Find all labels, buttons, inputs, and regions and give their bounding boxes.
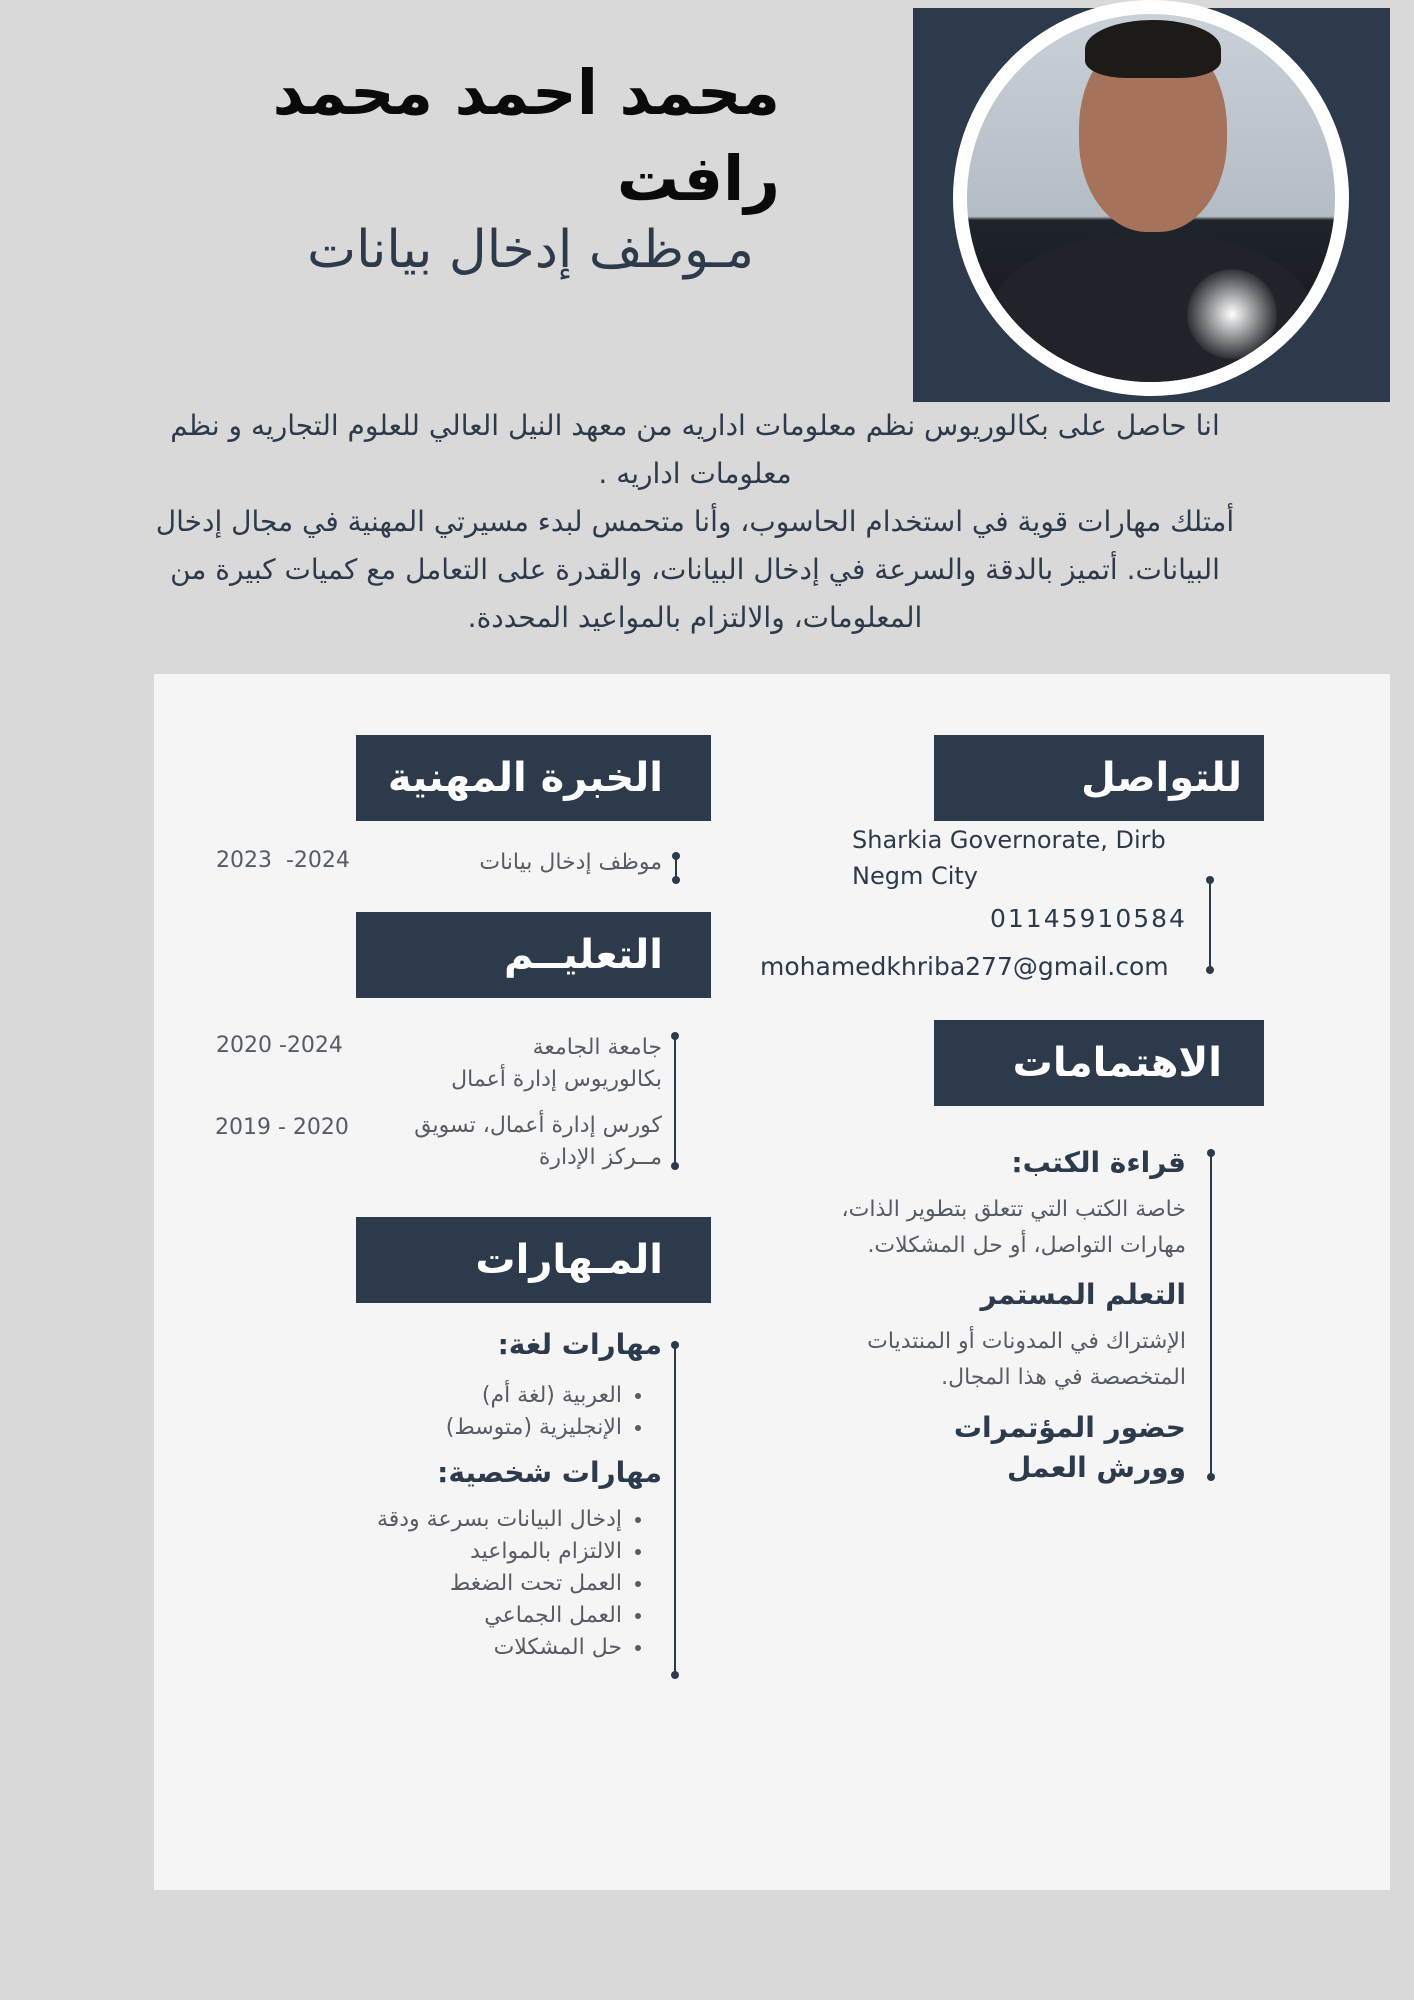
education-dates: 2020 -2024 — [216, 1033, 343, 1058]
list-item: • العمل تحت الضغط — [377, 1568, 622, 1600]
education-line: جامعة الجامعة — [532, 1035, 662, 1060]
experience-role: موظف إدخال بيانات — [479, 850, 662, 875]
summary-line: انا حاصل على بكالوريوس نظم معلومات اداريه من معهد النيل العالي للعلوم التجاريه و نظم — [170, 409, 1220, 442]
list-item: • الإنجليزية (متوسط) — [446, 1412, 622, 1444]
personal-skills-list — [377, 1504, 644, 1664]
timeline-dot — [1207, 1149, 1215, 1157]
list-item: • الالتزام بالمواعيد — [377, 1536, 622, 1568]
skills-timeline — [674, 1345, 676, 1675]
interest-desc-line: خاصة الكتب التي تتعلق بتطوير الذات، — [841, 1197, 1186, 1222]
education-heading: التعليــم — [356, 912, 711, 998]
education-timeline — [674, 1036, 676, 1166]
experience-dates: 2023 -2024 — [216, 848, 350, 873]
name-line-2: رافت — [616, 142, 780, 215]
timeline-dot — [1207, 1473, 1215, 1481]
education-line: بكالوريوس إدارة أعمال — [451, 1067, 662, 1092]
list-item: • العمل الجماعي — [377, 1600, 622, 1632]
name-line-1: محمد احمد محمد — [272, 56, 780, 129]
full-name — [220, 50, 780, 222]
list-item: • العربية (لغة أم) — [446, 1380, 622, 1412]
personal-skills-title: مهارات شخصية: — [437, 1456, 662, 1489]
profile-photo — [967, 14, 1335, 382]
summary — [130, 402, 1260, 642]
education-line: كورس إدارة أعمال، تسويق — [414, 1113, 662, 1138]
education-dates: 2019 - 2020 — [215, 1115, 349, 1140]
skills-heading: المـهارات — [356, 1217, 711, 1303]
summary-line: معلومات اداريه . — [598, 457, 792, 490]
interest-description — [842, 1192, 1186, 1264]
summary-line: أمتلك مهارات قوية في استخدام الحاسوب، وأنا متحمس لبدء مسيرتي المهنية في مجال إدخال — [155, 505, 1235, 538]
timeline-dot — [1206, 876, 1214, 884]
contact-heading: للتواصل — [934, 735, 1264, 821]
experience-heading: الخبرة المهنية — [356, 735, 711, 821]
phone-number: 01145910584 — [990, 904, 1187, 933]
summary-line: البيانات. أتميز بالدقة والسرعة في إدخال البيانات، والقدرة على التعامل مع كميات كبيرة من — [170, 553, 1220, 586]
education-entry — [451, 1032, 662, 1096]
timeline-dot — [671, 1032, 679, 1040]
job-title: مـوظف إدخال بيانات — [307, 220, 754, 280]
contact-timeline — [1209, 880, 1211, 970]
timeline-dot — [671, 1341, 679, 1349]
timeline-dot — [671, 1671, 679, 1679]
interests-timeline — [1210, 1153, 1212, 1477]
interests-heading: الاهتمامات — [934, 1020, 1264, 1106]
interest-desc-line: مهارات التواصل، أو حل المشكلات. — [867, 1233, 1186, 1258]
interest-title-line: حضور المؤتمرات — [953, 1411, 1186, 1444]
interest-title-line: وورش العمل — [1007, 1451, 1186, 1484]
address — [852, 822, 1166, 894]
interest-desc-line: المتخصصة في هذا المجال. — [941, 1365, 1186, 1390]
interest-title — [954, 1408, 1186, 1488]
timeline-dot — [672, 876, 680, 884]
email-address: mohamedkhriba277@gmail.com — [760, 952, 1169, 981]
language-skills-title: مهارات لغة: — [497, 1328, 662, 1361]
timeline-dot — [671, 1162, 679, 1170]
list-item: • حل المشكلات — [377, 1632, 622, 1664]
education-line: مــركز الإدارة — [538, 1145, 662, 1170]
summary-line: المعلومات، والالتزام بالمواعيد المحددة. — [467, 601, 923, 634]
address-line: Negm City — [852, 862, 978, 890]
list-item: • إدخال البيانات بسرعة ودقة — [377, 1504, 622, 1536]
address-line: Sharkia Governorate, Dirb — [852, 826, 1166, 854]
interest-title: التعلم المستمر — [980, 1278, 1186, 1311]
interest-desc-line: الإشتراك في المدونات أو المنتديات — [867, 1329, 1186, 1354]
timeline-dot — [1206, 966, 1214, 974]
interest-title: قراءة الكتب: — [1011, 1146, 1186, 1179]
education-entry — [414, 1110, 662, 1174]
timeline-dot — [672, 852, 680, 860]
interest-description — [867, 1324, 1186, 1396]
language-list — [446, 1380, 644, 1444]
